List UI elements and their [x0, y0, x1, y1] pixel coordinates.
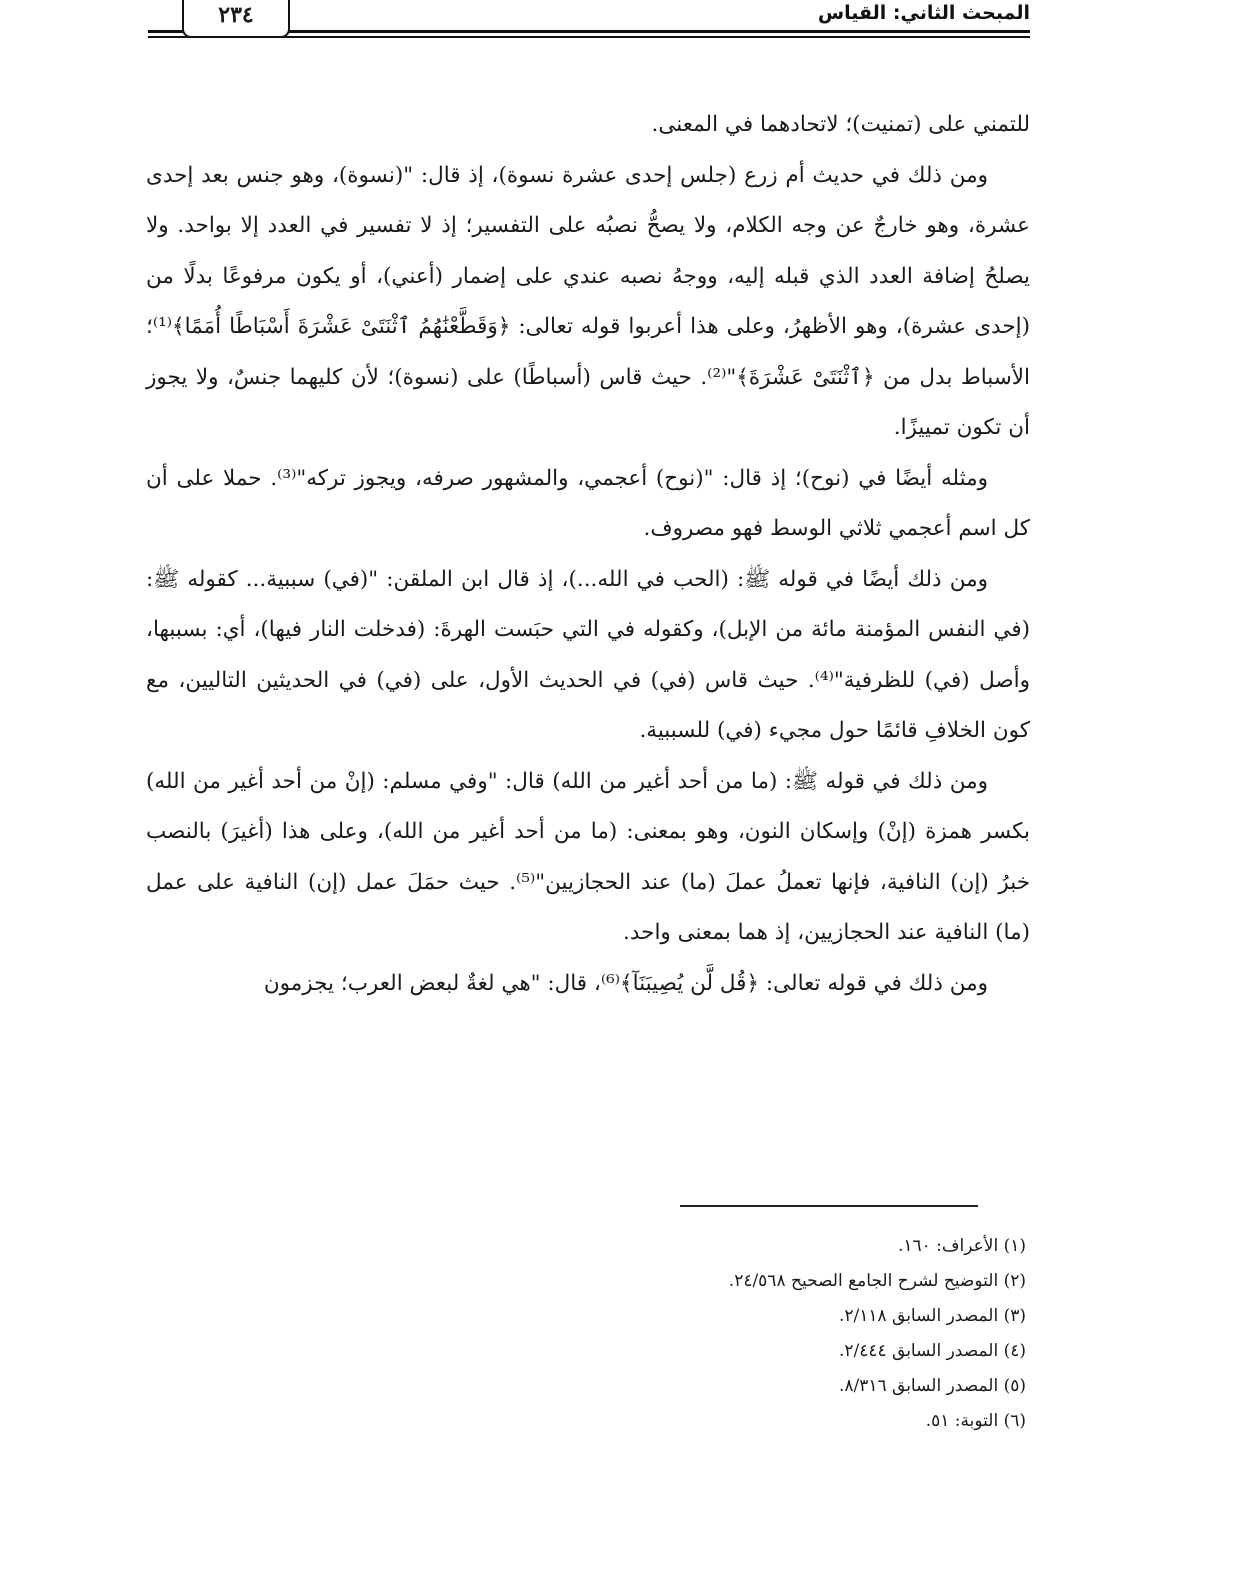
footnote-separator: [680, 1205, 978, 1207]
footnotes: [540, 1229, 1026, 1439]
paragraph-2: ومن ذلك في حديث أم زرع (جلس إحدى عشرة نسوة)، إذ قال: "(نسوة)، وهو جنس بعد إحدى عشرة، وهو خارجٌ عن وجه الكلام، ولا يصحُّ نصبُه على التفسير؛ إذ لا تفسير في العدد إلا بواحد. ولا يصلحُ إضافة العدد الذي قبله إليه، ووجهُ نصبه عندي على إضمار (أعني)، أو يكون مرفوعًا بدلًا من (إحدى عشرة)، وهو الأظهرُ، وعلى هذا أعربوا قوله تعالى: ﴿وَقَطَّعْنَٰهُمُ ٱثْنَتَىْ عَشْرَةَ أَسْبَاطًا أُمَمًا﴾⁽¹⁾؛ الأسباط بدل من ﴿ٱثْنَتَىْ عَشْرَةَ﴾"⁽²⁾. حيث قاس (أسباطًا) على (نسوة)؛ لأن كليهما جنسٌ، ولا يجوز أن تكون تمييزًا.: [146, 162, 1030, 440]
page-number-tab: [182, 0, 290, 38]
paragraph-5: ومن ذلك في قوله ﷺ: (ما من أحد أغير من الله) قال: "وفي مسلم: (إنْ من أحد أغير من الله) بكسر همزة (إنْ) وإسكان النون، وهو بمعنى: (ما من أحد أغير من الله)، وعلى هذا (أغيرَ) بالنصب خبرُ (إن) النافية، فإنها تعملُ عملَ (ما) عند الحجازيين"⁽⁵⁾. حيث حمَلَ عمل (إن) النافية على عمل (ما) النافية عند الحجازيين، إذ هما بمعنى واحد.: [146, 768, 1030, 945]
footnote-2: (٢) التوضيح لشرح الجامع الصحيح ٢٤/٥٦٨.: [728, 1271, 1026, 1291]
paragraph-4: ومن ذلك أيضًا في قوله ﷺ: (الحب في الله...)، إذ قال ابن الملقن: "(في) سببية... كقوله ﷺ: (في النفس المؤمنة مائة من الإبل)، وكقوله في التي حبَست الهرةَ: (فدخلت النار فيها)، أي: بسببها، وأصل (في) للظرفية"⁽⁴⁾. حيث قاس (في) في الحديث الأول، على (في) في الحديثين التاليين، مع كون الخلافِ قائمًا حول مجيء (في) للسببية.: [146, 566, 1030, 743]
page-header: [148, 0, 1030, 42]
body-text: [146, 100, 1030, 1009]
footnote-3: (٣) المصدر السابق ٢/١١٨.: [838, 1306, 1026, 1326]
paragraph-6: ومن ذلك في قوله تعالى: ﴿قُل لَّن يُصِيبَنَآ﴾⁽⁶⁾، قال: "هي لغةٌ لبعض العرب؛ يجزمون: [263, 970, 988, 996]
footnote-4: (٤) المصدر السابق ٢/٤٤٤.: [838, 1341, 1026, 1361]
paragraph-1: للتمني على (تمنيت)؛ لاتحادهما في المعنى.: [651, 112, 1030, 137]
page-number: ٢٣٤: [218, 2, 254, 28]
footnote-6: (٦) التوبة: ٥١.: [925, 1411, 1026, 1431]
footnote-5: (٥) المصدر السابق ٨/٣١٦.: [838, 1376, 1026, 1396]
section-title: المبحث الثاني: القياس: [817, 2, 1030, 24]
paragraph-3: ومثله أيضًا في (نوح)؛ إذ قال: "(نوح) أعجمي، والمشهور صرفه، ويجوز تركه"⁽³⁾. حملا على أن كل اسم أعجمي ثلاثي الوسط فهو مصروف.: [146, 465, 1030, 541]
footnote-1: (١) الأعراف: ١٦٠.: [897, 1236, 1026, 1256]
